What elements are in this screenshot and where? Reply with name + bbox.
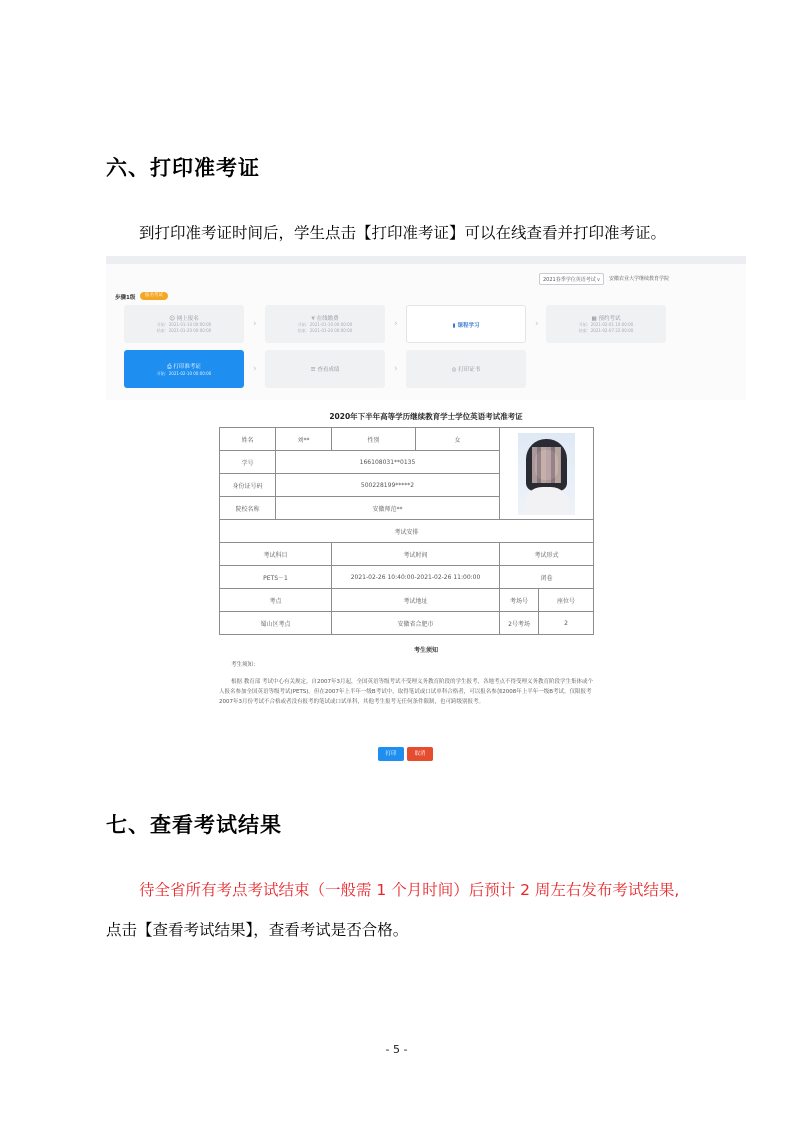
step-label: 步骤1级 (115, 295, 136, 301)
school-link[interactable]: 安徽农业大学继续教育学院 (609, 276, 670, 282)
step-card-print-admission[interactable]: ⎙ 打印准考证 开始：2021-02-10 00:00:00 (124, 350, 244, 388)
idcard-label: 身份证号码 (220, 474, 276, 497)
name-label: 姓名 (220, 428, 276, 451)
col-subject: 考试科目 (220, 543, 332, 566)
col-site: 考点 (220, 589, 332, 612)
portal-screenshot (106, 256, 746, 400)
seat-value: 2 (539, 612, 594, 635)
col-room: 考场号 (500, 589, 539, 612)
chevron-right-icon: › (253, 364, 257, 374)
book-icon: ▮ (452, 323, 458, 329)
candidate-photo (518, 433, 575, 515)
site-value: 蜀山区考点 (220, 612, 332, 635)
time-value: 2021-02-26 10:40:00-2021-02-26 11:00:00 (332, 566, 500, 589)
exam-select-value: 2021春季学位英语考试 (543, 277, 596, 283)
chevron-right-icon: › (535, 319, 539, 329)
printer-icon: ⎙ (167, 364, 174, 370)
chevron-right-icon: › (253, 319, 257, 329)
step-card-scores[interactable]: ☰ 查看成绩 (265, 350, 385, 388)
step-card-certificate[interactable]: ◎ 打印证书 (406, 350, 526, 388)
step-card-registration[interactable]: ☺ 网上报名 开始：2021-01-10 00:00:00 结束：2021-01-20 00:00:00 (124, 305, 244, 343)
room-value: 2号考场 (500, 612, 539, 635)
photo-cell (500, 428, 594, 520)
section-paragraph: 到打印准考证时间后，学生点击【打印准考证】可以在线查看并打印准考证。 (139, 224, 667, 242)
col-address: 考试地址 (332, 589, 500, 612)
section-heading-view-results: 七、查看考试结果 (106, 813, 282, 837)
address-value: 安徽省合肥市 (332, 612, 500, 635)
chevron-right-icon: › (394, 319, 398, 329)
portal-top-bar (106, 256, 746, 264)
person-icon: ☺ (169, 316, 177, 322)
col-seat: 座位号 (539, 589, 594, 612)
calendar-icon: ▦ (591, 316, 599, 322)
cancel-button[interactable]: 取消 (407, 747, 433, 761)
subject-value: PETS－1 (220, 566, 332, 589)
admission-card-table (219, 427, 594, 635)
chevron-down-icon: v (597, 277, 600, 283)
notice-title: 考生须知 (413, 647, 438, 654)
col-form: 考试形式 (500, 543, 594, 566)
step-card-study[interactable]: ▮ 课程学习 (406, 305, 526, 343)
step-card-payment[interactable]: ¥ 在线缴费 开始：2021-01-10 00:00:00 结束：2021-01-20 00:00:00 (265, 305, 385, 343)
form-value: 闭卷 (500, 566, 594, 589)
idcard-value: 500228199*****2 (276, 474, 500, 497)
admission-card-title: 2020年下半年高等学历继续教育学士学位英语考试准考证 (329, 412, 523, 421)
certificate-icon: ◎ (451, 367, 459, 373)
section-paragraph: 点击【查看考试结果】，查看考试是否合格。 (106, 921, 409, 939)
chevron-right-icon: › (394, 364, 398, 374)
page-number: - 5 - (385, 1043, 408, 1056)
name-value: 刘** (276, 428, 332, 451)
section-heading-print-admission: 六、打印准考证 (106, 156, 260, 180)
section-paragraph-red: 待全省所有考点考试结束（一般需 1 个月时间）后预计 2 周左右发布考试结果, (139, 881, 680, 899)
arrangement-header: 考试安排 (220, 520, 594, 543)
step-card-booking[interactable]: ▦ 预约考试 开始：2021-02-01 10:00:00 结束：2021-02-07 22:00:00 (546, 305, 666, 343)
gender-value: 女 (416, 428, 500, 451)
print-button[interactable]: 打印 (378, 747, 404, 761)
school-value: 安徽师范** (276, 497, 500, 520)
student-id-label: 学号 (220, 451, 276, 474)
notice-body: 根据 教育部 考试中心有关规定，自2007年3月起，全国英语等级考试不受理义务教育阶段的学生报考，各地考点不得受理义务教育阶段学生集体或个人报名参加全国英语等级考试(PETS)。但在2007年上半年一级B考试中，取得笔试或口试单科合格者，可以报名参加2008年上半年一级B考试。仅限报考2007年3月份考试不合格或者没有报考的笔试或口试单科，其他考生报考无任何条件限制，也可跨级别报考。 (219, 679, 593, 705)
notice-heading: 考生须知： (231, 662, 259, 668)
score-icon: ☰ (310, 367, 318, 373)
school-label: 院校名称 (220, 497, 276, 520)
student-id-value: 166108031**0135 (276, 451, 500, 474)
status-badge: 报名考试 (140, 292, 168, 300)
gender-label: 性别 (332, 428, 416, 451)
money-icon: ¥ (311, 316, 317, 322)
col-time: 考试时间 (332, 543, 500, 566)
exam-select[interactable] (539, 273, 604, 285)
